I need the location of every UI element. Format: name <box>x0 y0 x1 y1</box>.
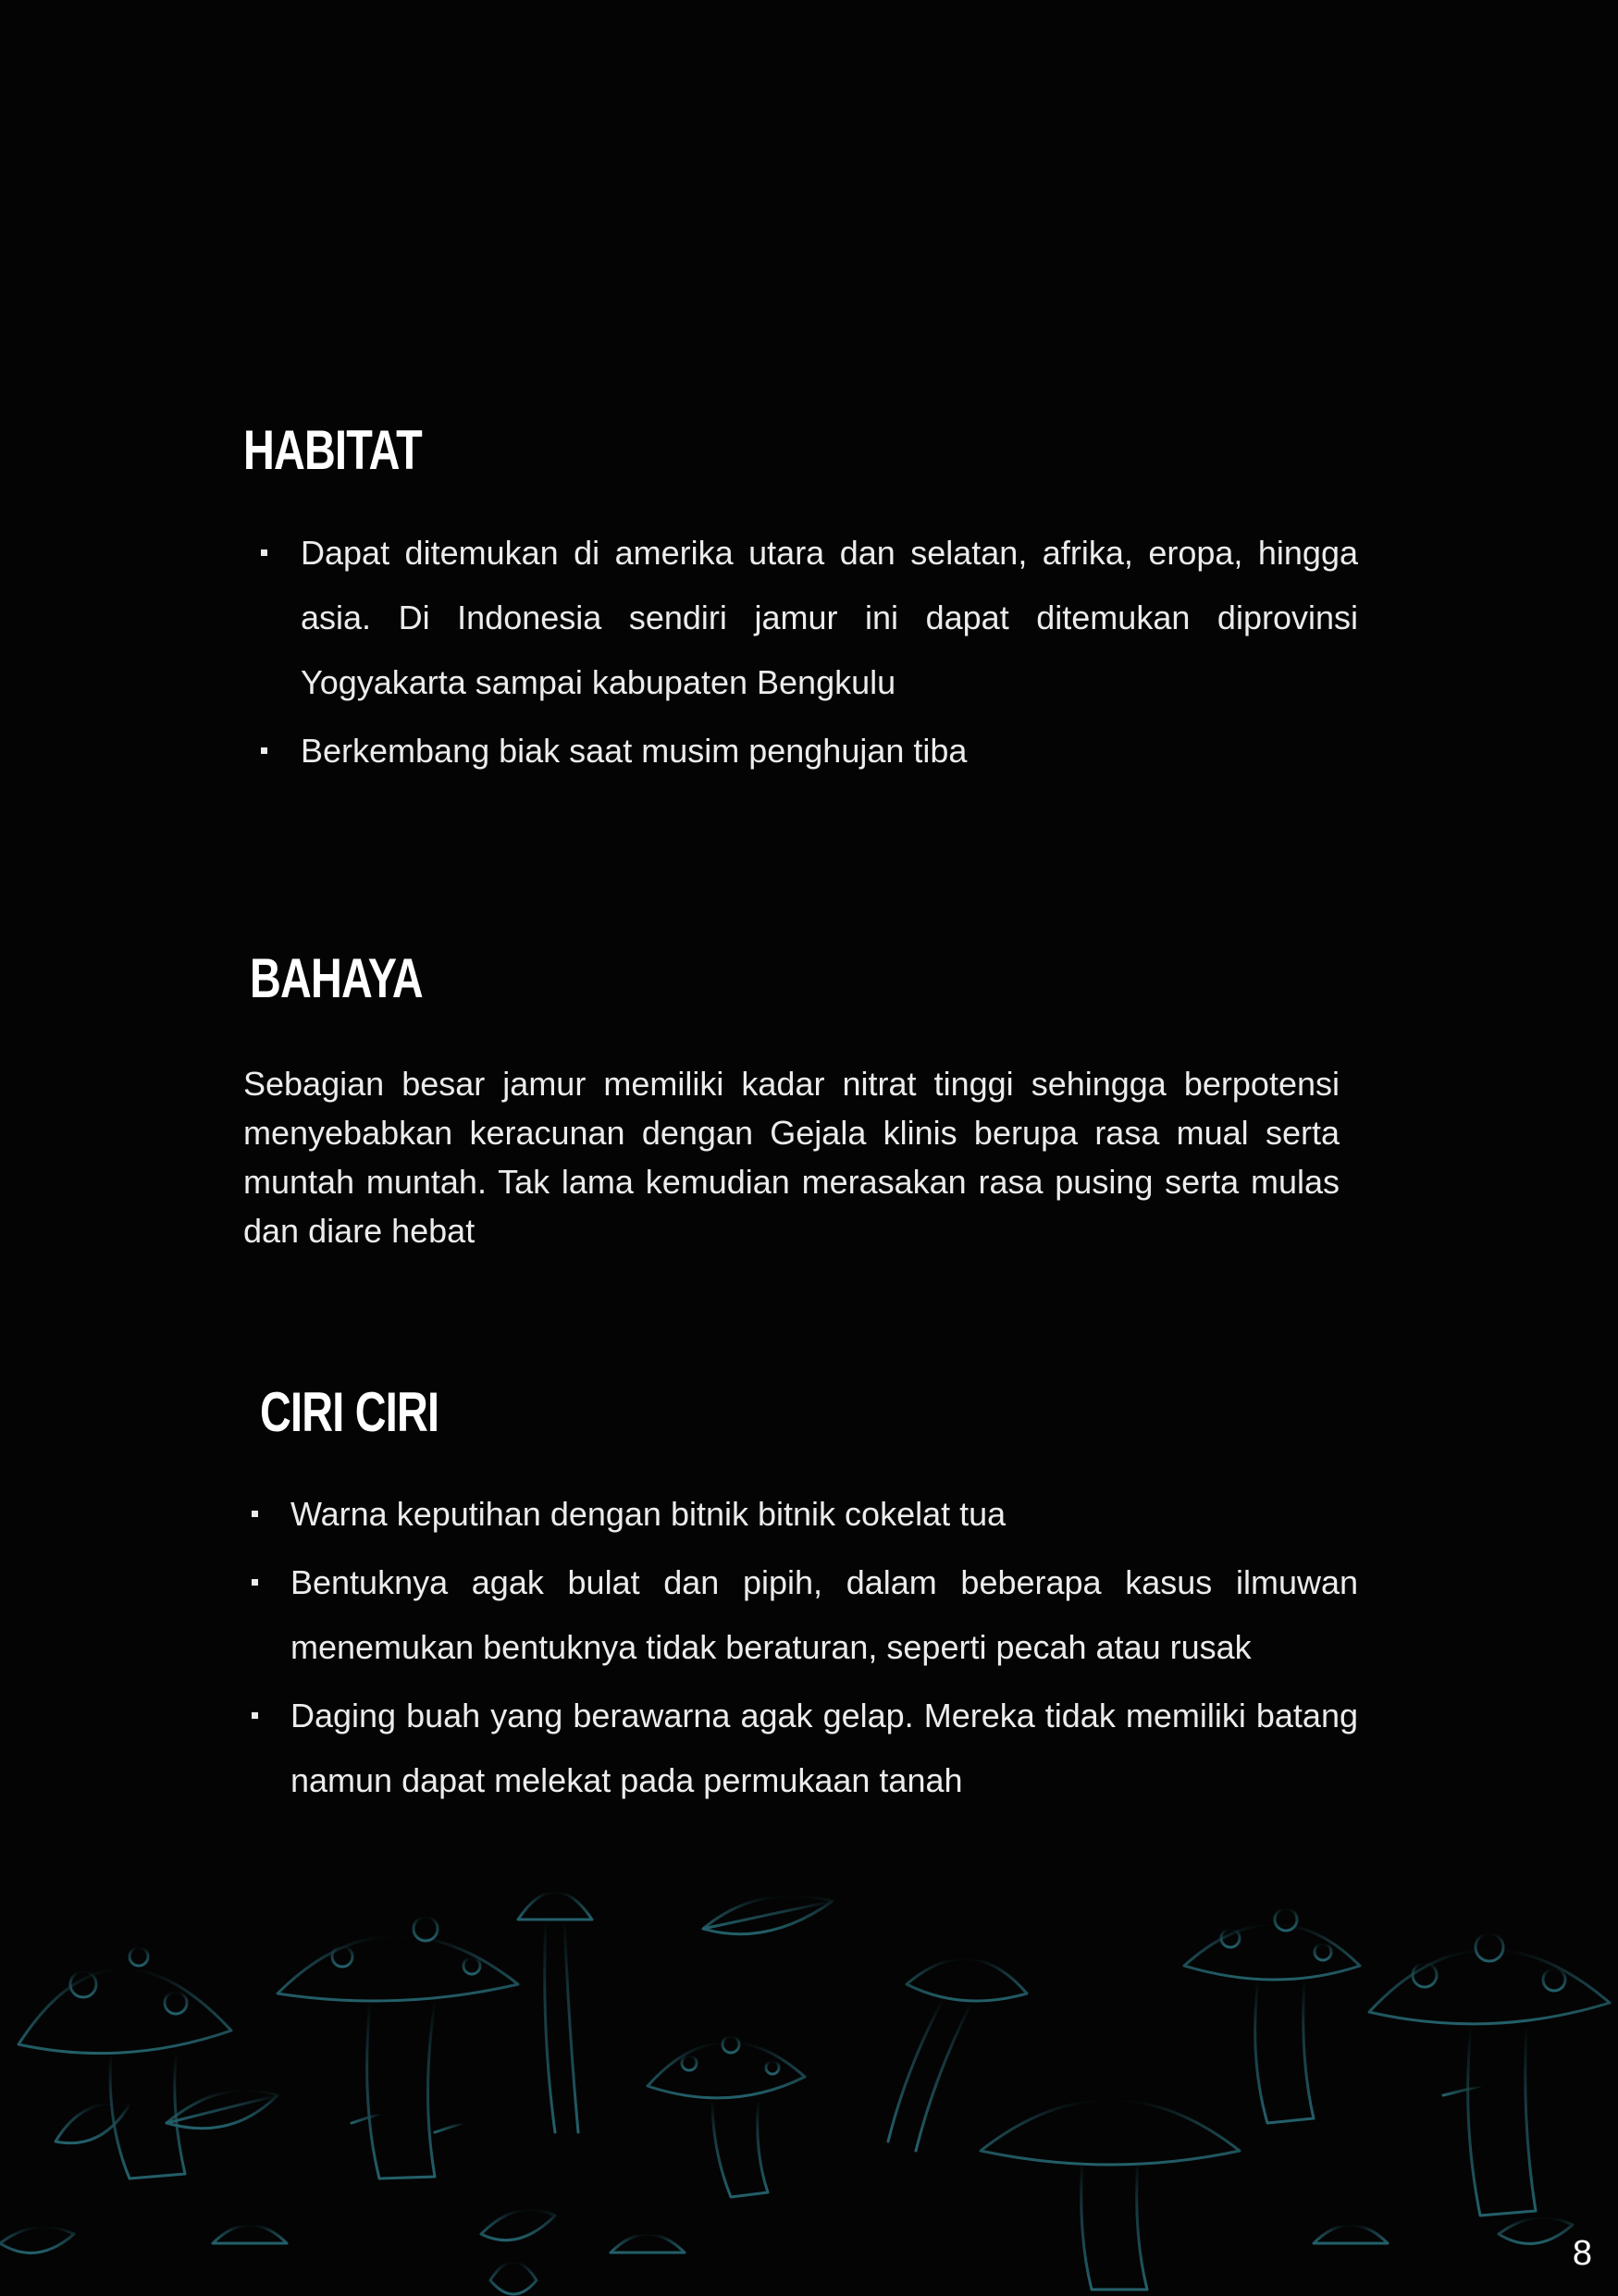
habitat-section <box>261 521 1358 787</box>
ciri-item: Daging buah yang berawarna agak gelap. Mereka tidak memiliki batang namun dapat melekat pada permukaan tanah <box>252 1684 1358 1813</box>
bullet-icon <box>252 1511 258 1517</box>
mushroom-icon <box>611 2234 685 2296</box>
mushroom-icon <box>213 2225 287 2290</box>
leaf-icon <box>56 2090 278 2142</box>
mushroom-icon <box>1369 1933 1610 2216</box>
bullet-icon <box>261 549 267 556</box>
bahaya-section <box>243 1059 1340 1255</box>
ciri-list <box>252 1482 1358 1813</box>
page-number: 8 <box>1572 2234 1592 2273</box>
ciri-item: Warna keputihan dengan bitnik bitnik cokelat tua <box>252 1482 1358 1547</box>
mushroom-icon <box>888 1958 1027 2151</box>
ciri-heading: CIRI CIRI <box>260 1381 439 1443</box>
bahaya-paragraph: Sebagian besar jamur memiliki kadar nitrat tinggi sehingga berpotensi menyebabkan keracunan dengan Gejala klinis berupa rasa mual serta muntah muntah. Tak lama kemudian merasakan rasa pusing serta mulas dan diare hebat <box>243 1065 1340 1250</box>
bullet-icon <box>261 747 267 754</box>
habitat-item: Berkembang biak saat musim penghujan tiba <box>261 719 1358 784</box>
mushroom-icon <box>19 1947 231 2179</box>
bullet-icon <box>252 1712 258 1719</box>
mushroom-icon <box>648 2036 805 2197</box>
mushroom-pattern-decoration <box>0 1845 1618 2296</box>
mushroom-icon <box>1314 2225 1388 2296</box>
mushroom-icon <box>278 1917 518 2179</box>
ciri-item: Bentuknya agak bulat dan pipih, dalam beberapa kasus ilmuwan menemukan bentuknya tidak beraturan, seperti pecah atau rusak <box>252 1550 1358 1680</box>
ciri-section <box>252 1482 1358 1817</box>
habitat-item: Dapat ditemukan di amerika utara dan selatan, afrika, eropa, hingga asia. Di Indonesia sendiri jamur ini dapat ditemukan diprovinsi Yogyakarta sampai kabupaten Bengkulu <box>261 521 1358 715</box>
habitat-list <box>261 521 1358 784</box>
bullet-icon <box>252 1579 258 1586</box>
habitat-heading: HABITAT <box>243 419 422 481</box>
mushroom-icon <box>1184 1908 1360 2123</box>
mushroom-icon <box>981 2100 1240 2290</box>
mushroom-icon <box>518 1892 592 2132</box>
bahaya-heading: BAHAYA <box>250 947 423 1009</box>
